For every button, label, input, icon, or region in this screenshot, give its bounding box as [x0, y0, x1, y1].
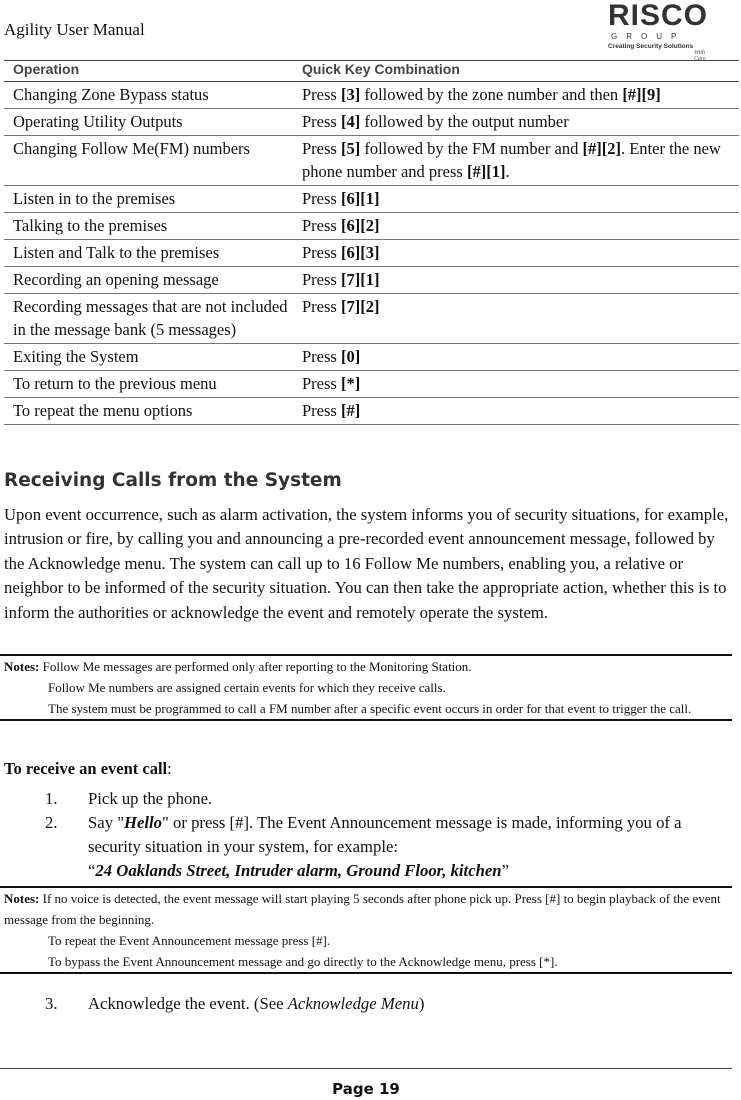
table-row [4, 213, 739, 240]
key-text: . [505, 162, 510, 181]
quick-key-cell [293, 240, 739, 267]
key-text: Press [302, 297, 341, 316]
key-code: [7][1] [340, 270, 380, 289]
key-text: Press [302, 189, 341, 208]
operation-cell: To return to the previous menu [4, 371, 293, 398]
operation-cell: Listen and Talk to the premises [4, 240, 293, 267]
key-text: followed by the output number [360, 112, 569, 131]
note-line: Follow Me numbers are assigned certain events for which they receive calls. [48, 680, 446, 695]
table-row [4, 240, 739, 267]
step-number: 2. [45, 813, 58, 832]
quick-key-cell [293, 109, 739, 136]
step-text-pre: Say " [88, 813, 125, 832]
key-text: Press [302, 401, 341, 420]
example-message: 24 Oaklands Street, Intruder alarm, Ground Floor, kitchen [95, 861, 502, 880]
key-text: . Enter the new phone number and press [302, 139, 721, 181]
table-row [4, 109, 739, 136]
key-code: [#][9] [622, 85, 661, 104]
notes-label: Notes [4, 659, 36, 674]
key-code: [#][2] [582, 139, 621, 158]
key-text: followed by the FM number and [360, 139, 583, 158]
key-text: Press [302, 216, 341, 235]
step-text-post: ) [418, 994, 425, 1013]
step-number: 3. [45, 994, 58, 1013]
key-code: [6][2] [340, 216, 380, 235]
note-text: If no voice is detected, the event message will start playing 5 seconds after phone pick up. Press [#] to begin playback of the event message from the beginning. [4, 891, 721, 927]
key-text: Press [302, 374, 341, 393]
notes-box-2 [0, 886, 732, 974]
operation-cell: Changing Follow Me(FM) numbers [4, 136, 293, 186]
manual-title: Agility User Manual [4, 20, 145, 39]
notes-colon: : [35, 891, 40, 906]
table-row [4, 186, 739, 213]
operation-cell: Changing Zone Bypass status [4, 82, 293, 109]
table-row [4, 267, 739, 294]
section-heading: Receiving Calls from the System [4, 470, 342, 491]
operation-cell: Listen in to the premises [4, 186, 293, 213]
procedure-title [4, 759, 172, 779]
operation-cell: To repeat the menu options [4, 398, 293, 425]
table-header-row [4, 61, 739, 82]
table-row [4, 82, 739, 109]
table-row [4, 294, 739, 344]
hello-word: Hello [124, 813, 163, 832]
key-code: [#][1] [466, 162, 506, 181]
note-line: To repeat the Event Announcement message press [#]. [48, 933, 331, 948]
key-text: Press [302, 112, 341, 131]
key-text: Press [302, 270, 341, 289]
key-code: [*] [340, 374, 361, 393]
quick-key-cell [293, 213, 739, 240]
logo-tagline: Creating Security Solutions [608, 43, 694, 50]
key-text: Press [302, 243, 341, 262]
operation-cell: Exiting the System [4, 344, 293, 371]
column-header-quick-key: Quick Key Combination [293, 61, 739, 82]
risco-logo [608, 0, 718, 62]
note-line: The system must be programmed to call a FM number after a specific event occurs in order for that event to trigger the call. [48, 701, 692, 716]
table-row [4, 371, 739, 398]
key-code: [7][2] [340, 297, 380, 316]
key-text: Press [302, 347, 341, 366]
step-text-pre: Acknowledge the event. (See [88, 994, 288, 1013]
quick-key-cell [293, 82, 739, 109]
quick-key-cell [293, 344, 739, 371]
procedure-title-text: To receive an event call [4, 759, 168, 778]
operation-cell: Recording messages that are not included in the message bank (5 messages) [4, 294, 293, 344]
key-text: Press [302, 139, 341, 158]
notes-box-1 [0, 654, 732, 721]
step-text [88, 992, 728, 1016]
operation-cell: Operating Utility Outputs [4, 109, 293, 136]
key-text: followed by the zone number and then [360, 85, 623, 104]
quick-key-cell [293, 371, 739, 398]
quick-key-cell [293, 294, 739, 344]
step-text: Pick up the phone. [88, 789, 213, 808]
quick-key-cell [293, 136, 739, 186]
section-paragraph: Upon event occurrence, such as alarm activation, the system informs you of security situations, for example, intrusion or fire, by calling you and announcing a pre-recorded event announcement message, followed by the Acknowledge menu. The system can call up to 16 Follow Me numbers, enabling you, a relative or neighbor to be informed of the security situation. You can then take the appropriate action, whether this is to inform the authorities or acknowledge the event and remotely operate the system. [4, 505, 729, 622]
note-line [0, 888, 732, 930]
step-number: 1. [45, 789, 58, 808]
table-row [4, 344, 739, 371]
notes-label: Notes [4, 891, 36, 906]
logo-signature: With Care [694, 50, 706, 62]
operation-cell: Recording an opening message [4, 267, 293, 294]
logo-group: GROUP [611, 32, 686, 41]
note-text: Follow Me messages are performed only after reporting to the Monitoring Station. [42, 659, 472, 674]
note-line [0, 656, 732, 677]
key-code: [0] [340, 347, 361, 366]
key-code: [6][1] [340, 189, 380, 208]
step-text: Say "Hello" or press [#]. The Event Announcement message is made, informing you of a security situation in your system, for example: “24 Oaklands Street, Intruder alarm, Ground Floor, kitchen” [88, 813, 682, 880]
key-code: [3] [340, 85, 361, 104]
column-header-operation: Operation [4, 61, 293, 82]
operation-cell: Talking to the premises [4, 213, 293, 240]
key-code: [#] [340, 401, 361, 420]
key-text: Press [302, 85, 341, 104]
quick-key-cell [293, 186, 739, 213]
notes-colon: : [35, 659, 40, 674]
step-text-post: " or press [#]. The Event Announcement message is made, informing you of a security situation in your system, for example: [88, 813, 682, 856]
footer-rule [0, 1068, 732, 1069]
table-row [4, 398, 739, 425]
page-number: Page 19 [332, 1080, 400, 1098]
key-code: [6][3] [340, 243, 380, 262]
table-body [4, 82, 739, 425]
acknowledge-menu-ref: Acknowledge Menu [287, 994, 419, 1013]
table-row [4, 136, 739, 186]
quick-key-cell [293, 398, 739, 425]
note-line: To bypass the Event Announcement message and go directly to the Acknowledge menu, press [*]. [48, 954, 558, 969]
key-code: [4] [340, 112, 361, 131]
procedure-colon: : [167, 759, 172, 778]
logo-word: RISCO [608, 0, 709, 32]
key-code: [5] [340, 139, 361, 158]
quick-key-cell [293, 267, 739, 294]
quick-key-table [4, 60, 739, 425]
